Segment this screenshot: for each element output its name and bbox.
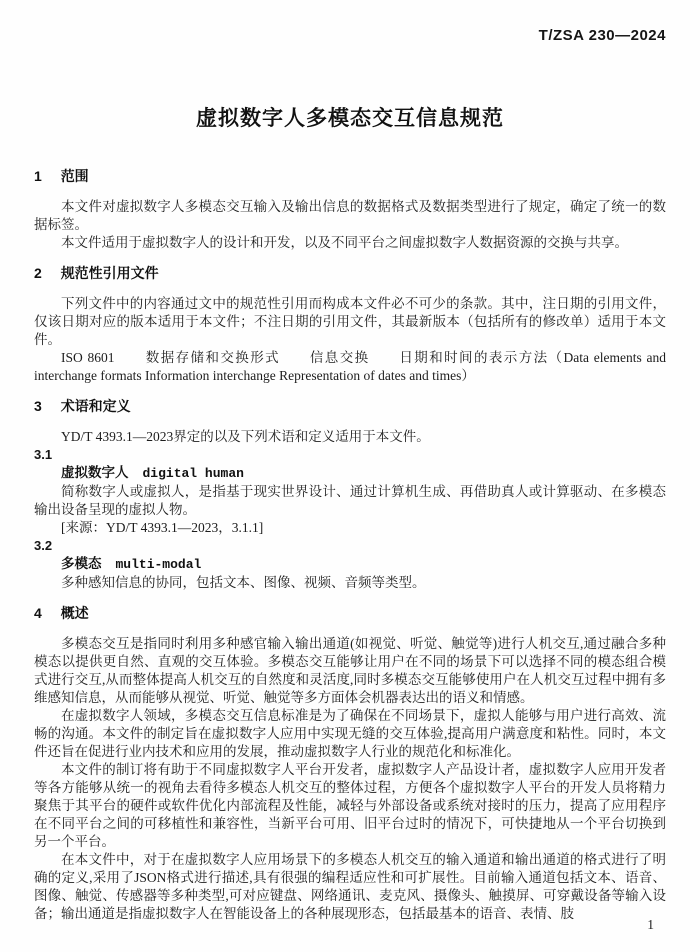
scope-paragraph-2: 本文件适用于虚拟数字人的设计和开发，以及不同平台之间虚拟数字人数据资源的交换与共享。 — [61, 235, 628, 250]
term-3-2-line — [34, 555, 666, 574]
section-3-number: 3 — [34, 398, 42, 414]
section-4-number: 4 — [34, 605, 42, 621]
overview-paragraph-4: 在本文件中，对于在虚拟数字人应用场景下的多模态人机交互的输入通道和输出通道的格式进行了明确的定义,采用了JSON格式进行描述,具有很强的编程适应性和可扩展性。目前输入通道包括文本、语音、图像、触觉、传感器等多种类型,可对应键盘、网络通讯、麦克风、摄像头、触摸屏、可穿戴设备等输入设备；输出通道是指虚拟数字人在智能设备上的各种展现形态，包括最基本的语音、表情、肢 — [34, 852, 666, 921]
term-3-2-en: multi-modal — [115, 557, 202, 572]
section-4-heading — [34, 604, 666, 622]
term-3-2-definition: 多种感知信息的协同，包括文本、图像、视频、音频等类型。 — [61, 575, 426, 590]
term-3-2-number: 3.2 — [34, 538, 53, 553]
overview-paragraph-3: 本文件的制订将有助于不同虚拟数字人平台开发者，虚拟数字人产品设计者，虚拟数字人应用开发者等各方能够从统一的视角去看待多模态人机交互的整体过程，方便各个虚拟数字人平台的开发人员将精力聚焦于其平台的硬件或软件优化内部流程及性能，减轻与外部设备或系统对接时的压力，提高了应用程序在不同平台之间的可移植性和兼容性，当新平台可用、旧平台过时的情况下，可快捷地从一个平台切换到另一个平台。 — [34, 762, 666, 849]
section-2-title: 规范性引用文件 — [60, 265, 159, 281]
overview-paragraph-2: 在虚拟数字人领域，多模态交互信息标准是为了确保在不同场景下，虚拟人能够与用户进行高效、流畅的沟通。本文件的制定旨在虚拟数字人应用中实现无缝的交互体验,提高用户满意度和粘性。同时，本文件还旨在促进行业内技术和应用的发展，推动虚拟数字人行业的规范化和标准化。 — [34, 708, 666, 759]
term-3-1-zh: 虚拟数字人 — [61, 465, 129, 480]
section-4-title: 概述 — [60, 605, 89, 621]
page-number: 1 — [647, 917, 654, 932]
section-2-heading — [34, 264, 666, 282]
doc-title: 虚拟数字人多模态交互信息规范 — [196, 107, 504, 130]
section-1-title: 范围 — [60, 168, 89, 184]
section-1-number: 1 — [34, 168, 42, 184]
term-3-1-number: 3.1 — [34, 447, 53, 462]
term-3-1-line — [34, 464, 666, 483]
term-3-1-definition: 简称数字人或虚拟人，是指基于现实世界设计、通过计算机生成、再借助真人或计算驱动、在多模态输出设备呈现的虚拟人物。 — [34, 484, 666, 517]
section-3-heading — [34, 397, 666, 415]
section-2-number: 2 — [34, 265, 42, 281]
overview-paragraph-1: 多模态交互是指同时利用多种感官输入输出通道(如视觉、听觉、触觉等)进行人机交互,通过融合多种模态以提供更自然、直观的交互体验。多模态交互能够让用户在不同的场景下可以选择不同的模态组合模式进行交互,从而整体提高人机交互的自然度和灵活度,同时多模态交互能够使用户在人机交互过程中拥有多维感知信息，从而能够从视觉、听觉、触觉等多方面体会机器表达出的语义和情感。 — [34, 636, 666, 705]
normative-refs-paragraph: 下列文件中的内容通过文中的规范性引用而构成本文件必不可少的条款。其中，注日期的引用文件，仅该日期对应的版本适用于本文件；不注日期的引用文件，其最新版本（包括所有的修改单）适用于本文件。 — [34, 296, 666, 347]
term-3-1-source: [来源：YD/T 4393.1—2023，3.1.1] — [61, 520, 264, 535]
normative-ref-iso-8601: ISO 8601 数据存储和交换形式 信息交换 日期和时间的表示方法（Data elements and interchange formats Information interchange Representation of dates and times） — [34, 350, 666, 383]
terms-intro: YD/T 4393.1—2023界定的以及下列术语和定义适用于本文件。 — [61, 429, 430, 444]
doc-code: T/ZSA 230—2024 — [538, 27, 666, 44]
term-3-2-zh: 多模态 — [61, 556, 102, 571]
scope-paragraph-1: 本文件对虚拟数字人多模态交互输入及输出信息的数据格式及数据类型进行了规定，确定了统一的数据标签。 — [34, 199, 666, 232]
term-3-1-en: digital human — [142, 466, 244, 481]
section-1-heading — [34, 167, 666, 185]
section-3-title: 术语和定义 — [60, 398, 131, 414]
